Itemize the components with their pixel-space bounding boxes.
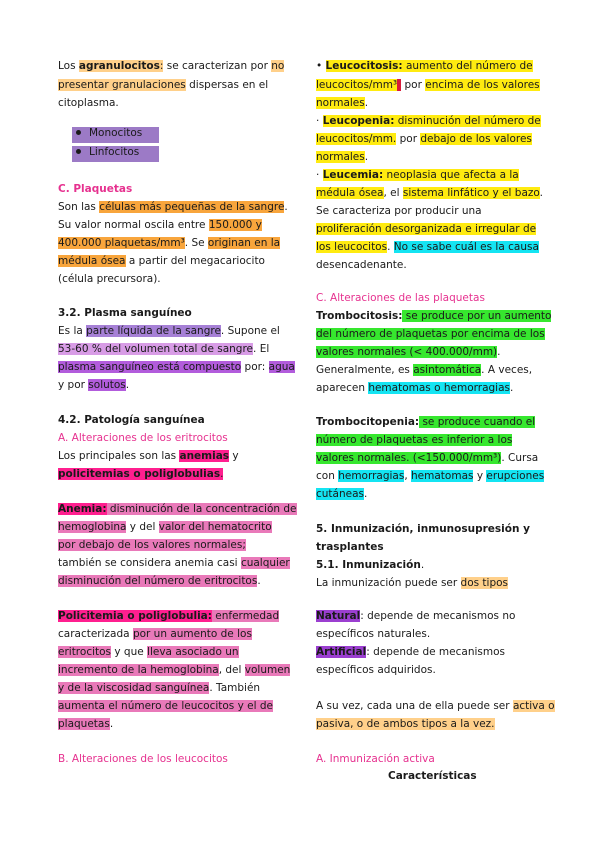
text: . — [364, 97, 369, 109]
inmunizacion-heading-1: 5. Inmunización, inmunosupresión y — [316, 523, 530, 535]
leucemia-line-1 — [316, 167, 519, 183]
highlight: incremento de la hemoglobina — [58, 664, 219, 676]
highlight: hematomas — [411, 470, 474, 482]
text: . — [539, 187, 543, 199]
natural-line-1 — [316, 608, 515, 624]
highlight: encima de los valores — [425, 79, 540, 91]
caracteristicas-heading: Características — [388, 770, 477, 782]
plasma-line-3 — [58, 359, 295, 375]
artificial-line-1 — [316, 644, 505, 660]
text: : — [159, 60, 164, 72]
highlight: agua — [268, 361, 295, 373]
plasma-line-2 — [58, 341, 269, 357]
bullet: · — [316, 169, 323, 181]
trombocitosis-line-2 — [316, 326, 545, 342]
leucopenia-line-2 — [316, 131, 532, 147]
term-leucocitosis: Leucocitosis: — [325, 60, 403, 72]
term-natural: Natural — [316, 610, 361, 622]
text: . El — [253, 343, 270, 355]
term-leucemia: Leucemia: — [322, 169, 384, 181]
text: : depende de mecanismos no — [360, 610, 516, 622]
text: A su vez, cada una de ella puede ser — [316, 700, 513, 712]
highlight: activa o — [512, 700, 555, 712]
highlight: aumento del número de — [402, 60, 533, 72]
highlight: hemoglobina — [58, 521, 127, 533]
highlight: médula ósea — [316, 187, 384, 199]
highlight: por debajo de los valores normales; — [58, 539, 246, 551]
term-anemia: Anemia: — [58, 503, 107, 515]
policitemia-line-4 — [58, 662, 290, 678]
plaquetas-line-5: (célula precursora). — [58, 273, 161, 285]
text: Su valor normal oscila entre — [58, 219, 209, 231]
patologia-heading: 4.2. Patología sanguínea — [58, 414, 205, 426]
term-leucopenia: Leucopenia: — [322, 115, 395, 127]
highlight: del número de plaquetas por encima de los — [316, 328, 545, 340]
highlight: se produce por un aumento — [402, 310, 552, 322]
highlight: enfermedad — [211, 610, 280, 622]
bullet-dot-icon — [76, 130, 81, 135]
text: . — [109, 718, 114, 730]
policitemia-line-1 — [58, 608, 279, 624]
term-policitemia: Policitemia o poliglobulia: — [58, 610, 212, 622]
inmunizacion-activa-heading: A. Inmunización activa — [316, 753, 435, 765]
term-trombocitopenia: Trombocitopenia: — [316, 416, 420, 428]
text: , el — [383, 187, 403, 199]
trombocitosis-line-5 — [316, 380, 513, 396]
text: . — [510, 382, 514, 394]
trombocitopenia-line-5 — [316, 486, 367, 502]
trombocitosis-line-3 — [316, 344, 501, 360]
text: por — [401, 79, 426, 91]
highlight: cualquier — [240, 557, 290, 569]
bullet-dot-icon — [76, 149, 81, 154]
highlight: 400.000 plaquetas/mm³ — [58, 237, 185, 249]
highlight: presentar granulaciones — [58, 79, 186, 91]
text: , — [404, 470, 412, 482]
highlight: originan en la — [207, 237, 281, 249]
highlight: médula ósea — [58, 255, 126, 267]
leucemia-line-3: Se caracteriza por producir una — [316, 205, 482, 217]
text: y por — [58, 379, 89, 391]
trombocitopenia-line-2 — [316, 432, 512, 448]
plasma-heading: 3.2. Plasma sanguíneo — [58, 307, 192, 319]
term-agranulocitos: agranulocitos — [78, 60, 160, 72]
text: también se considera anemia casi — [58, 557, 241, 569]
highlight: leucocitos/mm. — [316, 133, 397, 145]
text: Los — [58, 60, 79, 72]
highlight: número de plaquetas es inferior a los — [316, 434, 513, 446]
tipos-line-1 — [316, 698, 555, 714]
highlight: se produce cuando el — [419, 416, 536, 428]
leucocitosis-line-3 — [316, 95, 368, 111]
anemia-line-5 — [58, 573, 261, 589]
highlight: leucocitos/mm³ — [316, 79, 398, 91]
leucemia-line-5 — [316, 239, 539, 255]
text: . También — [209, 682, 261, 694]
term-artificial: Artificial — [316, 646, 367, 658]
highlight: valor del hematocrito — [158, 521, 272, 533]
leucemia-line-6: desencadenante. — [316, 259, 407, 271]
text: por: — [241, 361, 269, 373]
highlight: valores normales (< 400.000/mm) — [316, 346, 498, 358]
highlight: por un aumento de los — [132, 628, 252, 640]
bullet-monocitos — [72, 127, 159, 143]
plaquetas-line-3 — [58, 235, 280, 251]
text: dispersas en el — [185, 79, 269, 91]
plaquetas-line-2 — [58, 217, 262, 233]
highlight: y de la viscosidad sanguínea — [58, 682, 210, 694]
trombocitopenia-line-4 — [316, 468, 544, 484]
leucocitosis-line-1 — [316, 58, 533, 74]
text: . — [497, 346, 501, 358]
leucocitos-subheading: B. Alteraciones de los leucocitos — [58, 753, 228, 765]
text: . Supone el — [220, 325, 280, 337]
highlight: lleva asociado un — [147, 646, 239, 658]
anemia-line-1 — [58, 501, 297, 517]
highlight: sistema linfático y el bazo — [402, 187, 540, 199]
agranulocitos-line-3: citoplasma. — [58, 97, 119, 109]
text: con — [316, 470, 339, 482]
highlight: no — [271, 60, 285, 72]
text: . Se — [184, 237, 208, 249]
highlight: hemorragias — [338, 470, 405, 482]
highlight: neoplasia que afecta a la — [383, 169, 519, 181]
bullet: • — [316, 60, 326, 72]
text: Los principales son las — [58, 450, 180, 462]
highlight: cutáneas — [316, 488, 364, 500]
anemia-line-2 — [58, 519, 272, 535]
eritrocitos-subheading: A. Alteraciones de los eritrocitos — [58, 432, 228, 444]
text: . — [420, 559, 425, 571]
plaquetas-alteraciones-heading: C. Alteraciones de las plaquetas — [316, 292, 485, 304]
term-trombocitosis: Trombocitosis: — [316, 310, 403, 322]
agranulocitos-line-2 — [58, 77, 268, 93]
text: . — [220, 468, 224, 480]
text: . — [364, 151, 369, 163]
highlight: asintomática — [413, 364, 482, 376]
text: se caracterizan por — [163, 60, 272, 72]
leucopenia-line-1 — [316, 113, 541, 129]
trombocitosis-line-4 — [316, 362, 532, 378]
plasma-line-1 — [58, 323, 280, 339]
anemia-line-3 — [58, 537, 246, 553]
artificial-line-2: específicos adquiridos. — [316, 664, 436, 676]
plasma-line-4 — [58, 377, 129, 393]
plaquetas-heading: C. Plaquetas — [58, 183, 133, 195]
highlight: disminución del número de — [394, 115, 541, 127]
highlight: los leucocitos — [316, 241, 388, 253]
highlight: disminución del número de eritrocitos — [58, 575, 258, 587]
text: a partir del megacariocito — [125, 255, 265, 267]
policitemia-line-3 — [58, 644, 239, 660]
patologia-line-1 — [58, 448, 239, 464]
term-policitemias: policitemias o poliglobulias — [58, 468, 221, 480]
bullet: · — [316, 115, 323, 127]
inmunizacion-heading-2: trasplantes — [316, 541, 384, 553]
highlight: 150.000 y — [208, 219, 262, 231]
text: . — [284, 201, 288, 213]
text: y — [473, 470, 487, 482]
inmunizacion-subheading — [316, 557, 424, 573]
highlight: eritrocitos — [58, 646, 112, 658]
text: por — [396, 133, 421, 145]
text: y que — [111, 646, 148, 658]
leucocitosis-line-2 — [316, 77, 540, 93]
policitemia-line-7 — [58, 716, 113, 732]
text: . A veces, — [481, 364, 533, 376]
highlight: proliferación desorganizada e irregular de — [316, 223, 537, 235]
leucemia-line-2 — [316, 185, 543, 201]
policitemia-line-2 — [58, 626, 252, 642]
patologia-line-2 — [58, 466, 223, 482]
text: . — [364, 488, 368, 500]
trombocitopenia-line-1 — [316, 414, 535, 430]
highlight: pasiva, o de ambos tipos a la vez. — [316, 718, 495, 730]
text: caracterizada — [58, 628, 133, 640]
trombocitosis-line-1 — [316, 308, 551, 324]
text: . — [387, 241, 394, 253]
highlight: solutos — [88, 379, 126, 391]
text: Generalmente, es — [316, 364, 414, 376]
highlight: normales — [316, 151, 365, 163]
policitemia-line-5 — [58, 680, 260, 696]
text: : depende de mecanismos — [366, 646, 505, 658]
trombocitopenia-line-3 — [316, 450, 538, 466]
policitemia-line-6 — [58, 698, 273, 714]
bullet-label: Linfocitos — [89, 146, 140, 158]
highlight: dos tipos — [460, 577, 509, 589]
text: 5.1. Inmunización — [316, 559, 421, 571]
text: , del — [218, 664, 245, 676]
inmunizacion-line-1 — [316, 575, 508, 591]
text: aparecen — [316, 382, 369, 394]
highlight: erupciones — [486, 470, 545, 482]
highlight: normales — [316, 97, 365, 109]
highlight: plaquetas — [58, 718, 110, 730]
text: Son las — [58, 201, 100, 213]
highlight: células más pequeñas de la sangre — [99, 201, 285, 213]
agranulocitos-line-1 — [58, 58, 284, 74]
highlight: disminución de la concentración de — [106, 503, 297, 515]
text: y del — [126, 521, 159, 533]
tipos-line-2 — [316, 716, 495, 732]
plaquetas-line-4 — [58, 253, 265, 269]
leucemia-line-4 — [316, 221, 536, 237]
highlight: parte líquida de la sangre — [86, 325, 221, 337]
text: . — [257, 575, 261, 587]
highlight: plasma sanguíneo está compuesto — [58, 361, 242, 373]
highlight: hematomas o hemorragias — [368, 382, 511, 394]
text: La inmunización puede ser — [316, 577, 461, 589]
bullet-linfocitos — [72, 146, 159, 162]
text: y — [229, 450, 239, 462]
leucopenia-line-3 — [316, 149, 368, 165]
natural-line-2: específicos naturales. — [316, 628, 431, 640]
text: Es la — [58, 325, 87, 337]
highlight: No se sabe cuál es la causa — [393, 241, 539, 253]
term-anemias: anemias — [179, 450, 230, 462]
highlight: valores normales. (<150.000/mm³) — [316, 452, 502, 464]
text: . — [125, 379, 130, 391]
highlight: aumenta el número de leucocitos y el de — [58, 700, 274, 712]
highlight: 53-60 % del volumen total de sangre — [58, 343, 254, 355]
anemia-line-4 — [58, 555, 290, 571]
highlight: debajo de los valores — [420, 133, 532, 145]
text: . Cursa — [501, 452, 539, 464]
plaquetas-line-1 — [58, 199, 288, 215]
bullet-label: Monocitos — [89, 127, 143, 139]
highlight: volumen — [244, 664, 291, 676]
